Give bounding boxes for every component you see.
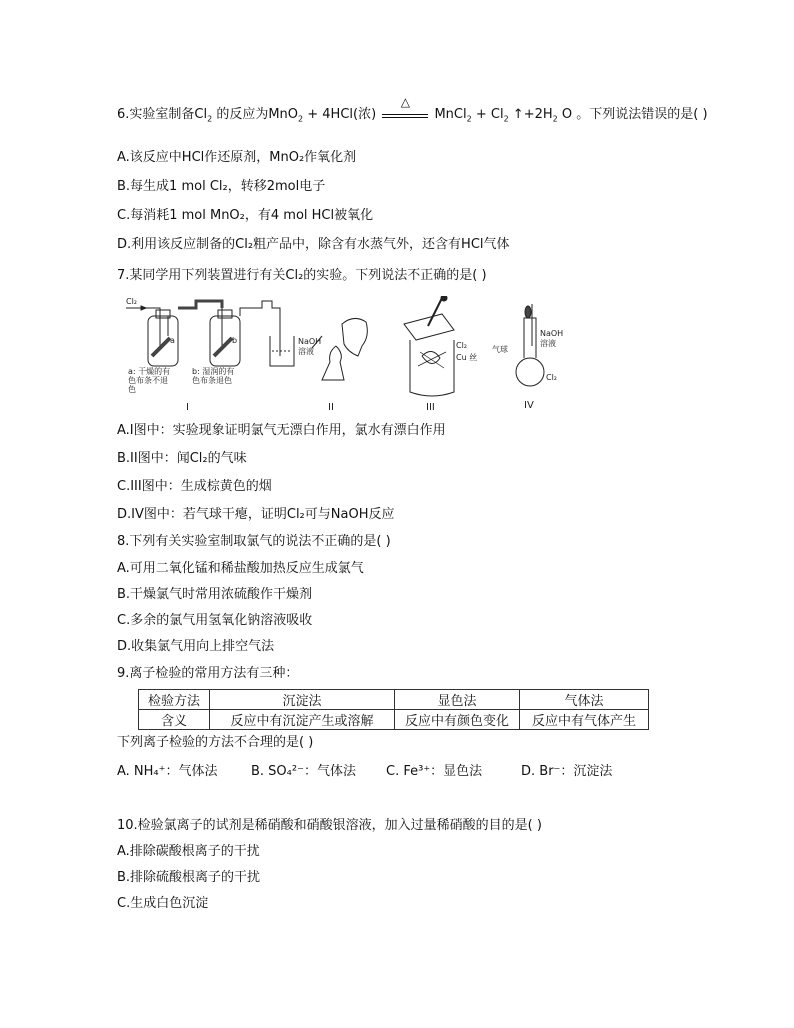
q9-option-d: D. Br⁻：沉淀法 bbox=[521, 764, 613, 779]
svg-text:b: 湿润的有: b: 湿润的有 bbox=[192, 367, 235, 376]
svg-text:NaOH: NaOH bbox=[298, 337, 322, 346]
gas-jar bbox=[410, 340, 454, 396]
q8-option-c: C.多余的氯气用氢氧化钠溶液吸收 bbox=[117, 613, 313, 628]
q8-option-a: A.可用二氧化锰和稀盐酸加热反应生成氯气 bbox=[117, 561, 364, 576]
hand-bottle bbox=[322, 346, 344, 380]
table-cell: 显色法 bbox=[395, 690, 520, 710]
table-cell: 反应中有颜色变化 bbox=[395, 710, 520, 730]
q7-option-a: A.I图中：实验现象证明氯气无漂白作用，氯水有漂白作用 bbox=[117, 423, 446, 438]
table-cell: 反应中有气体产生 bbox=[520, 710, 649, 730]
q8-option-b: B.干燥氯气时常用浓硫酸作干燥剂 bbox=[117, 587, 313, 602]
svg-text:Cl₂: Cl₂ bbox=[546, 373, 558, 382]
svg-text:III: III bbox=[426, 402, 435, 413]
ion-test-method-table bbox=[138, 689, 649, 730]
q9-option-c: C. Fe³⁺：显色法 bbox=[386, 764, 483, 779]
q7-option-c: C.III图中：生成棕黄色的烟 bbox=[117, 479, 272, 494]
q6-option-b: B.每生成1 mol Cl₂，转移2mol电子 bbox=[117, 179, 326, 194]
q9-stem: 9.离子检验的常用方法有三种： bbox=[117, 666, 299, 681]
svg-text:色: 色 bbox=[128, 385, 136, 394]
table-cell: 气体法 bbox=[520, 690, 649, 710]
svg-text:溶液: 溶液 bbox=[540, 339, 556, 348]
table-cell: 反应中有沉淀产生或溶解 bbox=[210, 710, 395, 730]
svg-text:色布条不退: 色布条不退 bbox=[128, 376, 168, 385]
table-cell: 含义 bbox=[139, 710, 210, 730]
fig-cl2-label: Cl₂ bbox=[126, 297, 138, 306]
q9-question: 下列离子检验的方法不合理的是( ) bbox=[117, 735, 314, 750]
svg-text:II: II bbox=[328, 402, 334, 413]
svg-text:溶液: 溶液 bbox=[298, 347, 314, 356]
q10-option-b: B.排除硫酸根离子的干扰 bbox=[117, 870, 261, 885]
q7-option-d: D.IV图中：若气球干瘪，证明Cl₂可与NaOH反应 bbox=[117, 507, 395, 522]
svg-text:Cu 丝: Cu 丝 bbox=[456, 353, 478, 362]
svg-text:a: 干燥的有: a: 干燥的有 bbox=[128, 367, 171, 376]
q10-option-a: A.排除碳酸根离子的干扰 bbox=[117, 844, 260, 859]
glass-plate bbox=[404, 314, 454, 340]
q9-option-a: A. NH₄⁺：气体法 bbox=[117, 764, 218, 779]
round-flask bbox=[516, 358, 544, 386]
svg-text:气球: 气球 bbox=[492, 345, 508, 354]
table-row bbox=[139, 710, 649, 730]
svg-text:NaOH: NaOH bbox=[540, 329, 564, 338]
q8-stem: 8.下列有关实验室制取氯气的说法不正确的是( ) bbox=[117, 534, 391, 549]
table-row bbox=[139, 690, 649, 710]
q6-stem: 6.实验室制备$Cl_2$ 的反应为MnO$_2$ + 4HCl(浓) △ MnCl$_2$ + $Cl_2$ $↑+2H_2$ O 。下列说法错误的是( ) bbox=[117, 95, 708, 124]
svg-text:b: b bbox=[232, 336, 238, 345]
q7-option-b: B.II图中：闻Cl₂的气味 bbox=[117, 451, 247, 466]
q6-option-d: D.利用该反应制备的Cl₂粗产品中，除含有水蒸气外，还含有HCl气体 bbox=[117, 237, 510, 252]
person-head bbox=[342, 318, 367, 356]
q7-stem: 7.某同学用下列装置进行有关Cl₂的实验。下列说法不正确的是( ) bbox=[117, 268, 487, 283]
heat-equals-sign: △ bbox=[382, 107, 428, 118]
table-cell: 检验方法 bbox=[139, 690, 210, 710]
svg-text:IV: IV bbox=[524, 400, 534, 411]
svg-text:色布条退色: 色布条退色 bbox=[192, 376, 232, 385]
svg-text:a: a bbox=[170, 336, 175, 345]
svg-text:Cl₂: Cl₂ bbox=[456, 341, 468, 350]
q6-option-c: C.每消耗1 mol MnO₂，有4 mol HCl被氧化 bbox=[117, 208, 374, 223]
q8-option-d: D.收集氯气用向上排空气法 bbox=[117, 639, 275, 654]
q10-stem: 10.检验氯离子的试剂是稀硝酸和硝酸银溶液，加入过量稀硝酸的目的是( ) bbox=[117, 818, 542, 833]
q6-option-a: A.该反应中HCl作还原剂，MnO₂作氧化剂 bbox=[117, 150, 357, 165]
table-cell: 沉淀法 bbox=[210, 690, 395, 710]
svg-text:I: I bbox=[186, 402, 189, 413]
q9-option-b: B. SO₄²⁻：气体法 bbox=[251, 764, 356, 779]
q7-apparatus-figure bbox=[122, 296, 592, 418]
q10-option-c: C.生成白色沉淀 bbox=[117, 896, 209, 911]
